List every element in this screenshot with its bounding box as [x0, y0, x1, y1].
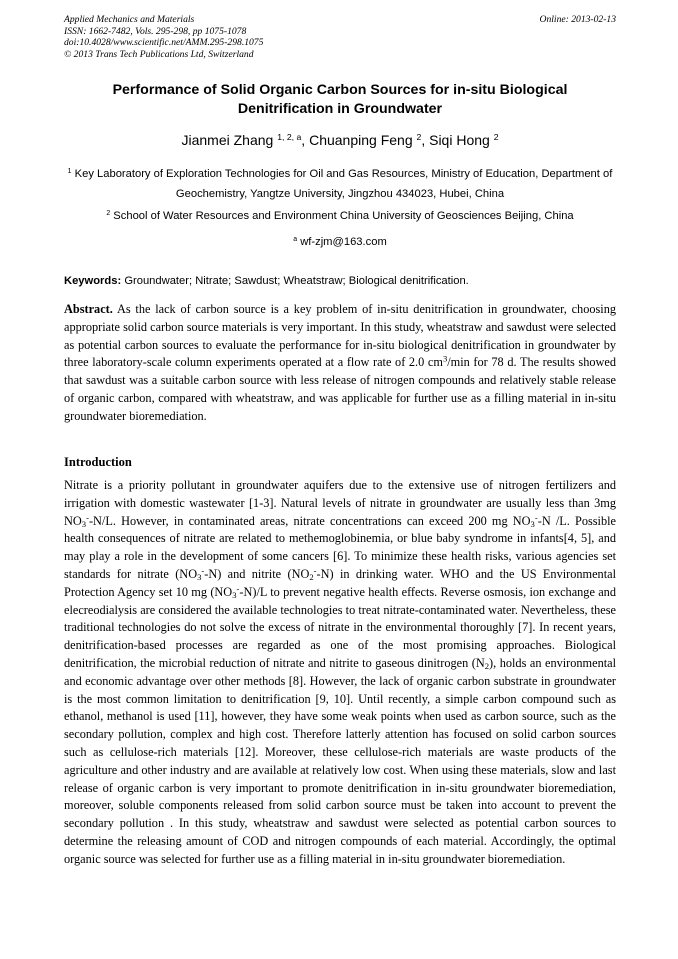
- introduction-body: [64, 478, 616, 866]
- author-list: [64, 130, 616, 150]
- issn-line: ISSN: 1662-7482, Vols. 295-298, pp 1075-1078: [64, 25, 247, 37]
- author-separator: ,: [421, 132, 430, 148]
- text-run: -N) and nitrite (NO: [204, 566, 310, 581]
- text-run: -N)/L to prevent negative health effects. Reverse osmosis, ion exchange and elecreodialysis are considered the available technologies to treat nitrate-contaminated water. Nevertheless, these traditional technologies do not solve the excess of nitrate in the environmental thoroughly [7]. In recent years, denitrification-based processes are regarded as one of the most promising approaches. Biological denitrification, the microbial reduction of nitrate and nitrite to gaseous dinitrogen (N: [64, 584, 616, 670]
- keywords-label: Keywords:: [64, 275, 122, 287]
- paper-title: Performance of Solid Organic Carbon Sources for in-situ Biological Denitrification in Groundwater: [112, 82, 568, 117]
- author-name: Siqi Hong: [429, 132, 490, 148]
- superscript: -: [534, 512, 538, 523]
- keywords-line: [64, 273, 616, 289]
- online-date: Online: 2013-02-13: [539, 14, 616, 25]
- author-affiliation-mark: 2: [416, 131, 422, 142]
- text-run: -N/L. However, in contaminated areas, nitrate concentrations can exceed 200 mg NO: [88, 513, 531, 528]
- affiliation-text: Key Laboratory of Exploration Technologies for Oil and Gas Resources, Ministry of Education, Department of Geochemistry, Yangtze University, Jingzhou 434023, Hubei, China: [74, 168, 613, 200]
- keywords-text: Groundwater; Nitrate; Sawdust; Wheatstraw; Biological denitrification.: [124, 275, 469, 287]
- subscript: 3: [530, 518, 535, 529]
- contact-email: [64, 232, 616, 252]
- subscript: 2: [484, 661, 490, 672]
- journal-name: Applied Mechanics and Materials: [64, 14, 195, 25]
- abstract-label: Abstract.: [64, 302, 113, 316]
- copyright-line: © 2013 Trans Tech Publications Ltd, Switzerland: [64, 48, 254, 60]
- author-name: Jianmei Zhang: [181, 132, 274, 148]
- abstract-body: [64, 302, 616, 423]
- text-run: -N /L. Possible health consequences of nitrate are related to methemoglobinemia, or blue baby syndrome in infants[4, 5], and may play a role in the development of some cancers [6]. To minimize these health risks, various agencies set standards for nitrate (NO: [64, 513, 616, 581]
- affiliation-1: [64, 164, 616, 204]
- affiliation-text: School of Water Resources and Environment China University of Geosciences Beijing, China: [113, 210, 574, 222]
- introduction-paragraph: [64, 477, 616, 869]
- affiliation-mark: 1: [67, 167, 72, 175]
- superscript: 3: [442, 354, 448, 365]
- superscript: -: [313, 565, 317, 576]
- subscript: 3: [232, 589, 237, 600]
- doi-line[interactable]: doi:10.4028/www.scientific.net/AMM.295-298.1075: [64, 37, 264, 48]
- introduction-heading: Introduction: [64, 455, 132, 469]
- affiliation-mark: a: [293, 235, 298, 243]
- subscript: 3: [197, 572, 202, 583]
- text-run: ), holds an environmental and economic advantage over other methods [8]. However, the lack of organic carbon substrate in groundwater is the most common limitation to denitrification [9, 10]. Until recently, a simple carbon compound such as ethanol, methanol is used [11], however, they have some weak points when used as carbon source, such as the secondary pollution, complex and high cost. Therefore latterly attention has focused on solid carbon sources such as cellulose-rich materials [12]. Moreover, these cellulose-rich materials are waste products of the agriculture and other industry and are available at relatively low cost. When using these materials, slow and last release of organic carbon is very important to promote denitrification in in-situ groundwater bioremediation, moreover, soluble components released from solid carbon source must be taken into account to prevent the secondary pollution . In this study, wheatstraw and sawdust were selected as potential carbon sources to determine the releasing amount of COD and nitrogen compounds of each material. Accordingly, the optimal organic source was selected for further use as a filling material in in-situ groundwater bioremediation.: [64, 655, 617, 866]
- author-affiliation-mark: 2: [493, 131, 499, 142]
- text-run: As the lack of carbon source is a key problem of in-situ denitrification in groundwater, choosing appropriate solid carbon source materials is very important. In this study, wheatstraw and sawdust were selected as potential carbon sources to evaluate the performance for in-situ biological denitrification in groundwater by three laboratory-scale column experiments operated at a flow rate of 2.0 cm: [64, 302, 616, 370]
- text-run: Nitrate is a priority pollutant in groundwater aquifers due to the extensive use of nitrogen fertilizers and irrigation with domestic wastewater [1-3]. Natural levels of nitrate in groundwater are usually less than 3mg NO: [64, 478, 616, 528]
- author-separator: ,: [301, 132, 310, 148]
- affiliation-2: [64, 206, 616, 226]
- email-address[interactable]: wf-zjm@163.com: [300, 236, 387, 248]
- abstract-paragraph: [64, 301, 616, 426]
- author-affiliation-mark: 1, 2, a: [277, 131, 302, 142]
- journal-header: [64, 14, 616, 60]
- affiliation-mark: 2: [106, 209, 111, 217]
- subscript: 3: [81, 518, 87, 529]
- superscript: -: [236, 583, 240, 594]
- author-name: Chuanping Feng: [309, 132, 413, 148]
- subscript: 2: [309, 572, 314, 583]
- superscript: -: [86, 512, 89, 523]
- text-run: -N) in drinking water. WHO and the US Environmental Protection Agency set 10 mg (NO: [64, 566, 616, 599]
- text-run: /min for 78 d. The results showed that sawdust was a suitable carbon source with less release of nitrogen compounds and relatively stable release of organic carbon, compared with wheatstraw, and was applicable for further use as a filling material in in-situ groundwater bioremediation.: [64, 355, 616, 423]
- superscript: -: [201, 565, 205, 576]
